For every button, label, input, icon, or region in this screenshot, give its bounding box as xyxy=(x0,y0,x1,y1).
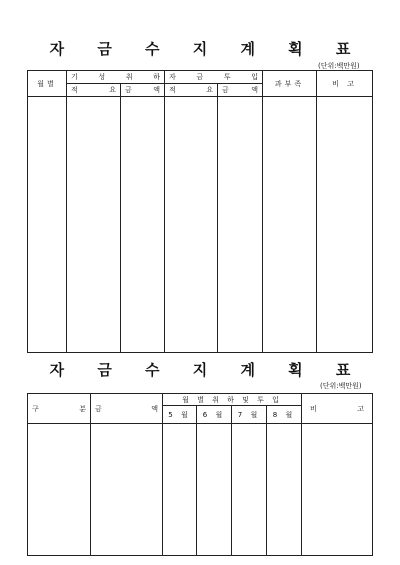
header-category: 구 분 xyxy=(28,394,91,424)
header-fund-investment: 자 금 투 입 xyxy=(165,71,263,84)
header-month: 월별 xyxy=(28,71,67,97)
month-7-cell[interactable] xyxy=(232,424,267,556)
form2-table xyxy=(27,393,373,556)
month-6-cell[interactable] xyxy=(197,424,232,556)
month-8-cell[interactable] xyxy=(267,424,302,556)
remarks-cell[interactable] xyxy=(317,97,373,353)
subheader-summary: 적 요 xyxy=(165,84,218,97)
header-remarks: 비 고 xyxy=(317,71,373,97)
investment-amount-cell[interactable] xyxy=(218,97,263,353)
header-month-6: 6 월 xyxy=(197,406,232,424)
header-remarks: 비 고 xyxy=(302,394,373,424)
form1-unit-label: (단위:백만원) xyxy=(318,62,360,70)
header-existing-withdrawal: 기 성 취 하 xyxy=(67,71,165,84)
form2-unit-label: (단위:백만원) xyxy=(320,382,362,390)
header-amount: 금 액 xyxy=(91,394,163,424)
header-monthly-withdrawal-investment: 월 별 취 하 및 투 입 xyxy=(163,394,302,406)
existing-amount-cell[interactable] xyxy=(121,97,165,353)
form2-title: 자 금 수 지 계 획 표 xyxy=(49,361,365,379)
header-month-5: 5 월 xyxy=(163,406,197,424)
category-cell[interactable] xyxy=(28,424,91,556)
amount-cell[interactable] xyxy=(91,424,163,556)
surplus-cell[interactable] xyxy=(263,97,317,353)
existing-summary-cell[interactable] xyxy=(67,97,121,353)
header-month-7: 7 월 xyxy=(232,406,267,424)
header-month-8: 8 월 xyxy=(267,406,302,424)
month-5-cell[interactable] xyxy=(163,424,197,556)
form1-table xyxy=(27,70,373,353)
header-surplus-deficit: 과부족 xyxy=(263,71,317,97)
remarks-cell[interactable] xyxy=(302,424,373,556)
month-cell[interactable] xyxy=(28,97,67,353)
investment-summary-cell[interactable] xyxy=(165,97,218,353)
subheader-amount: 금 액 xyxy=(121,84,165,97)
subheader-amount: 금 액 xyxy=(218,84,263,97)
form1-title: 자 금 수 지 계 획 표 xyxy=(49,40,365,58)
subheader-summary: 적 요 xyxy=(67,84,121,97)
